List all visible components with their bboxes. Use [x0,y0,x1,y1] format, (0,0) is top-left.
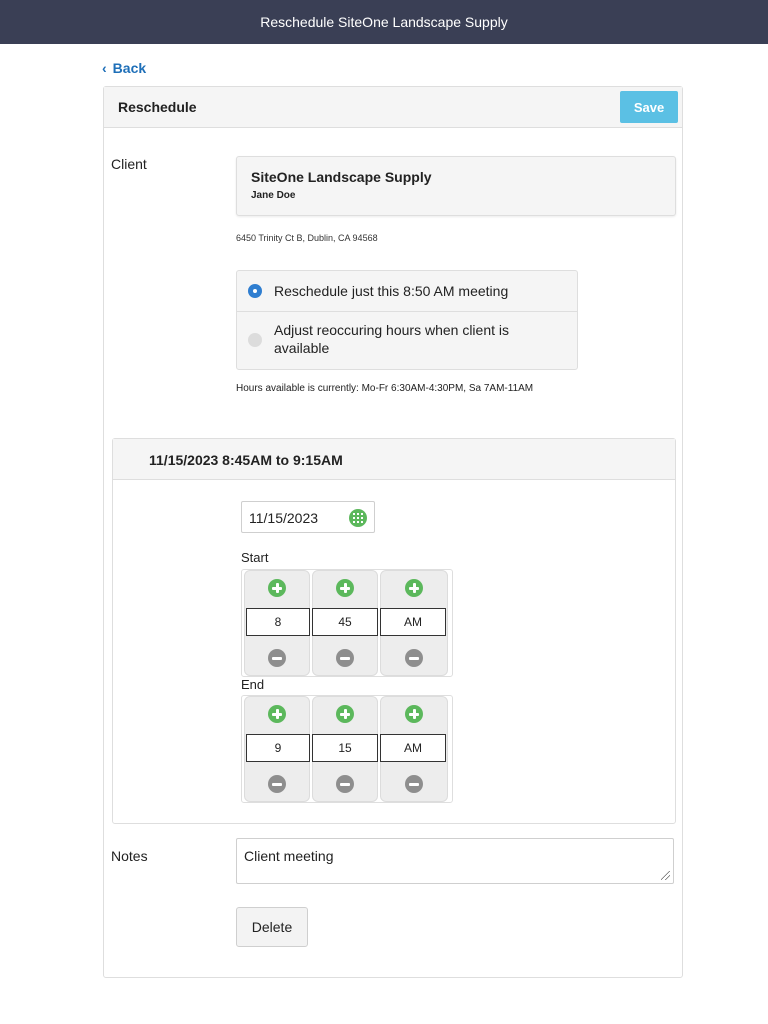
end-period-input[interactable]: AM [380,734,446,762]
option-label: Reschedule just this 8:50 AM meeting [274,283,509,299]
delete-button[interactable]: Delete [236,907,308,947]
minus-icon[interactable] [405,775,423,793]
plus-icon[interactable] [336,705,354,723]
minus-icon[interactable] [405,649,423,667]
time-section [112,438,676,824]
start-minute-input[interactable]: 45 [312,608,378,636]
notes-value: Client meeting [244,848,334,864]
plus-icon[interactable] [405,705,423,723]
client-label: Client [111,156,147,172]
panel-header [104,87,682,128]
back-label: Back [112,60,147,76]
plus-icon[interactable] [405,579,423,597]
radio-selected-icon[interactable] [248,284,262,298]
end-minute-column [312,696,378,802]
panel-title: Reschedule [118,99,197,115]
client-contact: Jane Doe [251,190,296,201]
start-label: Start [241,550,269,565]
end-label: End [241,677,265,692]
client-address: 6450 Trinity Ct B, Dublin, CA 94568 [236,233,378,243]
client-name: SiteOne Landscape Supply [251,169,432,185]
calendar-icon[interactable] [349,509,367,527]
hours-available-text: Hours available is currently: Mo-Fr 6:30AM-4:30PM, Sa 7AM-11AM [236,383,534,394]
reschedule-options [236,270,578,370]
start-hour-column [244,570,310,676]
reschedule-panel [103,86,683,978]
plus-icon[interactable] [336,579,354,597]
date-value: 11/15/2023 [249,510,319,526]
time-range-title: 11/15/2023 8:45AM to 9:15AM [149,452,343,468]
start-minute-column [312,570,378,676]
plus-icon[interactable] [268,579,286,597]
minus-icon[interactable] [268,775,286,793]
option-reschedule-single[interactable] [237,271,577,312]
minus-icon[interactable] [336,649,354,667]
notes-label: Notes [111,848,148,864]
option-label: Adjust reoccuring hours when client is available [274,322,510,356]
plus-icon[interactable] [268,705,286,723]
end-time-spinner [241,695,453,803]
end-hour-input[interactable]: 9 [246,734,310,762]
end-period-column [380,696,448,802]
client-card[interactable] [236,156,676,216]
save-button[interactable]: Save [620,91,678,123]
date-input[interactable] [241,501,375,533]
option-adjust-hours[interactable] [237,312,577,369]
start-period-column [380,570,448,676]
resize-grip-icon[interactable] [661,871,670,880]
chevron-left-icon: ‹ [102,60,107,76]
radio-unselected-icon[interactable] [248,333,262,347]
time-section-header [113,439,675,480]
end-hour-column [244,696,310,802]
top-bar [0,0,768,44]
notes-textarea[interactable] [236,838,674,884]
end-minute-input[interactable]: 15 [312,734,378,762]
minus-icon[interactable] [268,649,286,667]
start-period-input[interactable]: AM [380,608,446,636]
start-hour-input[interactable]: 8 [246,608,310,636]
back-link[interactable] [102,60,146,76]
start-time-spinner [241,569,453,677]
top-bar-title: Reschedule SiteOne Landscape Supply [260,14,508,30]
minus-icon[interactable] [336,775,354,793]
